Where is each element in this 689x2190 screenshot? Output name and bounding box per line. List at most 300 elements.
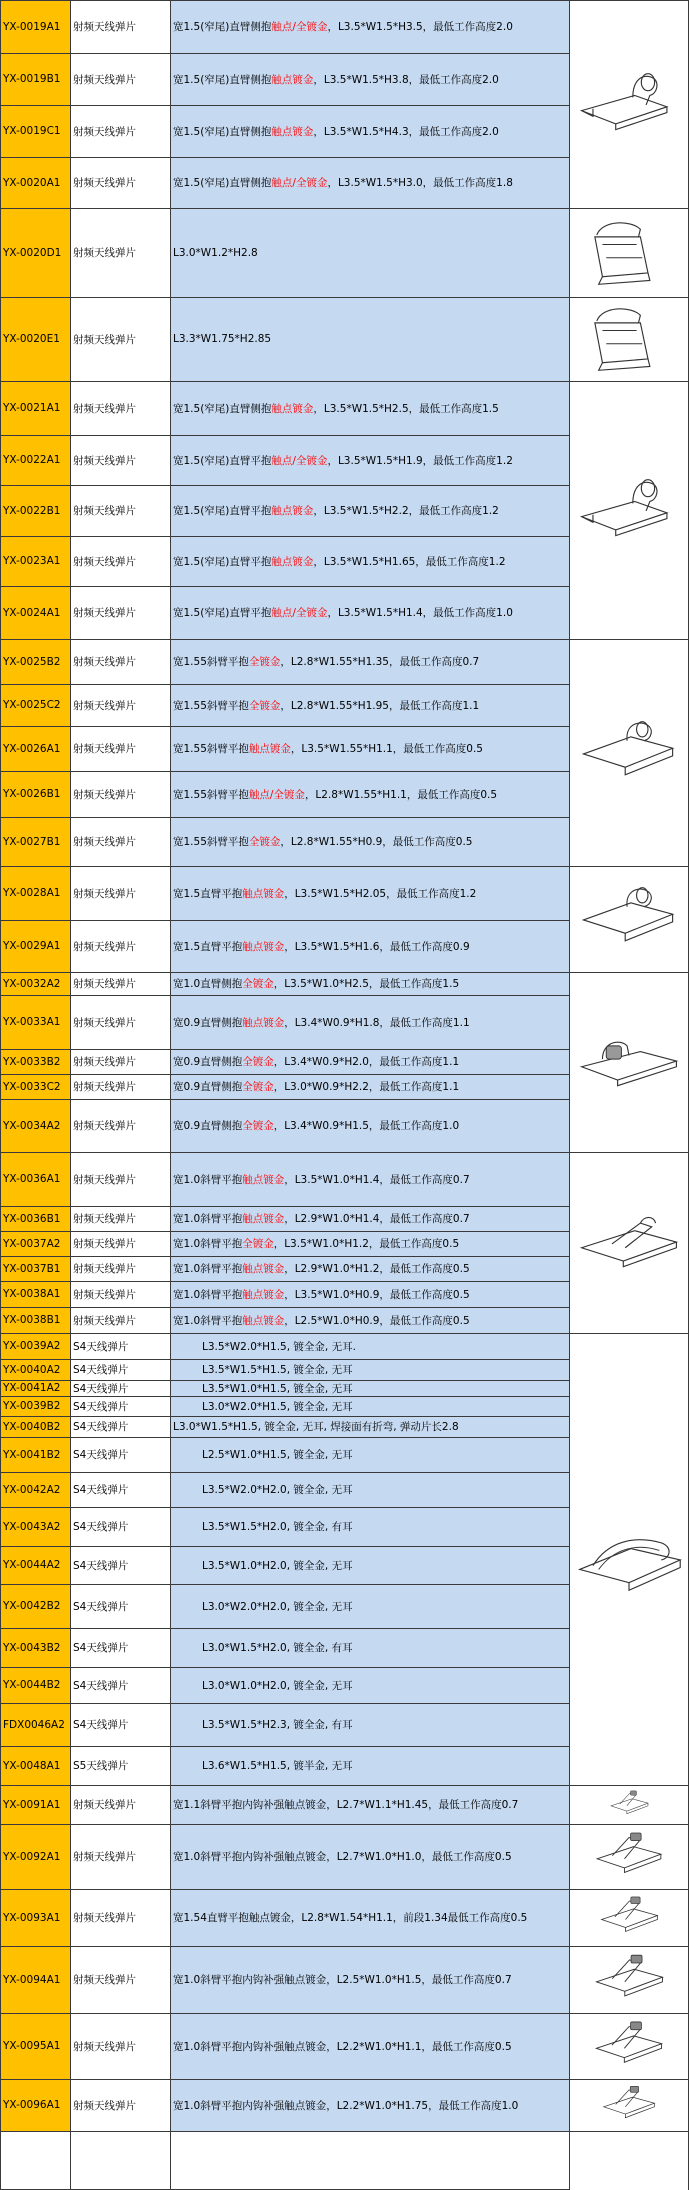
part-code-cell[interactable] [0,297,70,381]
grid-line [0,1281,569,1282]
part-name: S4天线弹片 [73,1642,129,1654]
spec-text: 宽1.5(窄尾)直臂平抱 [173,555,272,568]
spec-text: L3.0*W2.0*H1.5, 镀全金, 无耳 [202,1400,353,1413]
grid-line [0,1507,569,1508]
part-code: YX-0039B2 [3,1400,61,1412]
part-spec-cell [170,1256,569,1281]
spec-text: ，L2.9*W1.0*H1.2，最低工作高度0.5 [284,1263,470,1275]
part-code-cell[interactable] [0,1231,70,1256]
grid-line [0,2079,569,2080]
part-spec-cell [170,1307,569,1333]
part-name-cell [70,1546,170,1584]
grid-line [0,297,569,298]
spec-text: 宽1.55斜臂平抱 [173,699,249,712]
part-code: YX-0028A1 [3,887,61,899]
part-spec-cell [170,1281,569,1307]
part-code: YX-0020D1 [3,246,62,259]
part-spec-cell [170,485,569,536]
part-name: 射频天线弹片 [73,505,136,517]
grid-line [0,1546,569,1547]
grid-line [0,920,569,921]
part-name: 射频天线弹片 [73,21,136,33]
part-name: 射频天线弹片 [73,1081,136,1093]
part-code-cell[interactable] [0,771,70,817]
part-name-cell [70,1746,170,1785]
hook-clip-icon [584,1948,675,2011]
part-name: 射频天线弹片 [73,1238,136,1250]
part-code: YX-0022A1 [3,454,61,466]
angled-clip-icon [574,1203,684,1283]
part-code: YX-0034A2 [3,1119,61,1132]
grid-line [0,2131,569,2132]
part-code-cell[interactable] [0,1281,70,1307]
part-code: YX-0040A2 [3,1363,61,1376]
part-code-cell[interactable] [0,1416,70,1437]
spec-text: ，L3.5*W1.5*H1.65，最低工作高度1.2 [313,555,506,568]
part-code-cell[interactable] [0,817,70,866]
grid-line [0,1416,569,1417]
spec-text: 宽1.5直臂平抱 [173,887,243,900]
part-code: YX-0025C2 [3,699,61,711]
spec-text: 宽1.0斜臂平抱内钩补强触点镀金，L2.2*W1.0*H1.1，最低工作高度0.5 [173,2040,512,2053]
part-code-cell[interactable] [0,0,70,53]
part-code: YX-0026A1 [3,742,61,755]
part-name: 射频天线弹片 [73,607,136,619]
spec-highlight: 触点镀金 [271,125,314,138]
part-code-cell[interactable] [0,1380,70,1396]
part-code: YX-0037A2 [3,1237,61,1250]
spec-text: L3.3*W1.75*H2.85 [173,333,272,345]
part-spec-cell [170,1231,569,1256]
hook-clip-icon [585,1826,673,1887]
part-code-cell[interactable] [0,1667,70,1703]
spec-text: 宽1.0斜臂平抱 [173,1173,243,1186]
part-code-cell[interactable] [0,1584,70,1628]
part-name-cell [70,1049,170,1074]
part-code: YX-0043B2 [3,1641,61,1654]
part-name-cell [70,817,170,866]
part-name: 射频天线弹片 [73,2040,136,2053]
spec-text: 宽1.5(窄尾)直臂侧抱 [173,21,272,33]
grid-line [0,1049,569,1050]
part-name: 射频天线弹片 [73,1056,136,1068]
spec-highlight: 触点镀金 [248,743,291,755]
part-code-cell[interactable] [0,1396,70,1416]
part-spec-cell [170,995,569,1049]
product-image-cell [569,972,689,1152]
part-name-cell [70,866,170,920]
grid-line [0,1703,569,1704]
spec-highlight: 触点镀金 [271,402,314,415]
part-code: YX-0095A1 [3,2040,61,2052]
grid-line [0,972,569,973]
part-spec-cell [170,53,569,105]
part-name: 射频天线弹片 [73,1213,136,1225]
grid-line [569,2013,689,2014]
part-spec-cell [170,639,569,684]
grid-line [0,2013,569,2014]
part-spec-cell [170,1049,569,1074]
grid-line [0,536,569,537]
part-code: YX-0026B1 [3,788,61,800]
spec-text: ，L3.5*W1.5*H2.5，最低工作高度1.5 [313,402,499,415]
grid-line [0,1628,569,1629]
part-name-cell [70,2013,170,2079]
part-code-cell[interactable] [0,1785,70,1824]
part-name: 射频天线弹片 [73,333,136,346]
part-spec-cell [170,2013,569,2079]
part-code: YX-0092A1 [3,1850,61,1863]
grid-line [0,1256,569,1257]
part-name: 射频天线弹片 [73,177,136,189]
part-name-cell [70,105,170,157]
part-code-cell[interactable] [0,1889,70,1946]
s4-clip-icon [574,1519,684,1599]
part-code-cell[interactable] [0,53,70,105]
spec-text: 宽1.55斜臂平抱 [173,656,249,668]
part-name-cell [70,1206,170,1231]
grid-line [569,2131,689,2132]
spec-highlight: 触点/全镀金 [271,21,328,33]
spec-text: 宽1.55斜臂平抱 [173,788,249,801]
grid-line [0,1307,569,1308]
spec-highlight: 全镀金 [242,1056,274,1068]
spec-text: 宽0.9直臂侧抱 [173,1056,243,1068]
grid-line [0,1359,569,1360]
part-code-cell[interactable] [0,920,70,972]
spec-text: ，L3.5*W1.0*H2.5，最低工作高度1.5 [273,978,460,990]
spec-highlight: 全镀金 [248,836,281,848]
part-code: YX-0027B1 [3,835,61,848]
part-spec-cell [170,1206,569,1231]
spec-highlight: 触点镀金 [242,1173,285,1186]
part-name: 射频天线弹片 [73,940,136,953]
flat-clip-icon [574,713,684,793]
part-name: 射频天线弹片 [73,1120,136,1132]
part-name-cell [70,208,170,297]
grid-line [0,1231,569,1232]
part-name: 射频天线弹片 [73,454,136,467]
part-name: 射频天线弹片 [73,2099,136,2112]
part-spec-cell [170,1785,569,1824]
part-name: 射频天线弹片 [73,1851,136,1863]
grid-line [569,1889,689,1890]
spec-text: ，L3.5*W1.5*H3.0，最低工作高度1.8 [327,177,513,189]
part-spec-cell [170,1074,569,1099]
part-name: 射频天线弹片 [73,555,136,568]
part-code-cell[interactable] [0,485,70,536]
part-code: YX-0041A2 [3,1382,61,1394]
spec-text: 宽1.5(窄尾)直臂平抱 [173,607,272,619]
part-spec-cell [170,381,569,435]
part-spec-cell [170,920,569,972]
grid-line [0,1099,569,1100]
product-image-cell [569,1333,689,1785]
grid-line [0,995,569,996]
spec-text: L3.0*W1.0*H2.0, 镀全金, 无耳 [202,1679,353,1692]
spec-text: ，L3.5*W1.5*H1.9，最低工作高度1.2 [327,454,513,467]
part-code-cell[interactable] [0,684,70,726]
part-name: S4天线弹片 [73,1679,129,1692]
grid-line [569,2079,689,2080]
part-name-cell [70,1472,170,1507]
part-name-cell [70,2079,170,2131]
part-name-cell [70,1584,170,1628]
part-code-cell[interactable] [0,1546,70,1584]
product-image-cell [569,297,689,381]
part-name: 射频天线弹片 [73,1173,136,1186]
tall-clip-icon [574,64,684,144]
spec-text: ，L2.9*W1.0*H1.4，最低工作高度0.7 [284,1213,470,1225]
spec-text: 宽1.5(窄尾)直臂侧抱 [173,73,272,86]
part-code: YX-0032A2 [3,977,61,990]
grid-line [0,1584,569,1585]
spec-text: 宽1.0斜臂平抱内钩补强触点镀金，L2.7*W1.0*H1.0，最低工作高度0.5 [173,1851,512,1863]
grid-line [569,1785,689,1786]
grid-line [569,0,689,1]
part-name: 射频天线弹片 [73,1263,136,1275]
part-spec-cell [170,1472,569,1507]
spec-text: ，L2.8*W1.55*H0.9，最低工作高度0.5 [280,836,473,848]
part-name-cell [70,972,170,995]
part-name-cell [70,726,170,771]
spec-text: 宽1.5(窄尾)直臂平抱 [173,454,272,467]
part-name: 射频天线弹片 [73,125,136,138]
spec-text: ，L3.5*W1.5*H1.4，最低工作高度1.0 [327,607,513,619]
part-code-cell[interactable] [0,1472,70,1507]
part-name: 射频天线弹片 [73,1974,136,1986]
product-image-cell [569,639,689,866]
part-name: S5天线弹片 [73,1760,129,1772]
part-code: YX-0042B2 [3,1600,61,1612]
small-clip-icon [574,299,684,379]
spec-text: L3.0*W1.5*H1.5, 镀全金, 无耳, 焊接面有折弯, 弹动片长2.8 [173,1421,459,1433]
part-code: YX-0033C2 [3,1080,61,1093]
part-name-cell [70,53,170,105]
part-name-cell [70,297,170,381]
spec-text: ，L3.5*W1.55*H1.1，最低工作高度0.5 [290,743,483,755]
grid-line [0,1206,569,1207]
part-spec-cell [170,1152,569,1206]
grid-line [0,866,569,867]
part-code-cell[interactable] [0,1074,70,1099]
part-code-cell[interactable] [0,1746,70,1785]
part-name: S4天线弹片 [73,1421,129,1433]
part-code-cell[interactable] [0,1206,70,1231]
part-code-cell[interactable] [0,435,70,485]
grid-line [569,1824,689,1825]
spec-text: ，L3.5*W1.5*H2.05，最低工作高度1.2 [284,887,477,900]
part-name: S4天线弹片 [73,1364,129,1376]
part-name-cell [70,920,170,972]
product-image-cell [569,1152,689,1333]
grid-line [0,1380,569,1381]
spec-text: 宽1.55斜臂平抱 [173,836,249,848]
part-name-cell [70,1703,170,1746]
spec-text: ，L3.5*W1.5*H2.2，最低工作高度1.2 [313,505,499,517]
grid-line [569,1946,689,1947]
part-code-cell[interactable] [0,1703,70,1746]
part-spec-cell [170,297,569,381]
part-name-cell [70,1099,170,1152]
part-code-cell[interactable] [0,726,70,771]
part-code-cell[interactable] [0,1256,70,1281]
tall-clip-icon [574,470,684,550]
part-code: YX-0094A1 [3,1973,61,1986]
part-spec-cell [170,208,569,297]
spec-highlight: 全镀金 [242,1081,274,1093]
spec-text: ，L3.5*W1.5*H4.3，最低工作高度2.0 [313,125,499,138]
part-name: S4天线弹片 [73,1400,129,1413]
part-code-cell[interactable] [0,1099,70,1152]
small-clip-icon [574,213,684,293]
part-code: YX-0041B2 [3,1448,61,1461]
part-spec-cell [170,866,569,920]
spec-highlight: 触点镀金 [271,555,314,568]
part-spec-cell [170,586,569,639]
spec-highlight: 触点镀金 [271,505,314,517]
grid-line [569,381,689,382]
product-image-cell [569,2079,689,2131]
part-code: FDX0046A2 [3,1718,65,1731]
part-code: YX-0037B1 [3,1262,61,1275]
part-code: YX-0040B2 [3,1420,61,1433]
part-code: YX-0033B2 [3,1055,61,1068]
part-code-cell[interactable] [0,995,70,1049]
part-code: YX-0025B2 [3,655,61,668]
part-code-cell[interactable] [0,1628,70,1667]
part-name-cell [70,485,170,536]
grid-line [0,435,569,436]
part-code-cell[interactable] [0,1946,70,2013]
part-spec-cell [170,157,569,208]
part-spec-cell [170,2079,569,2131]
spec-text: 宽0.9直臂侧抱 [173,1120,243,1132]
part-code-cell[interactable] [0,972,70,995]
spec-text: 宽1.5(窄尾)直臂平抱 [173,505,272,517]
spec-text: ，L2.8*W1.55*H1.95，最低工作高度1.1 [280,699,480,712]
spec-highlight: 触点/全镀金 [271,454,328,467]
part-spec-cell [170,1359,569,1380]
grid-line [0,105,569,106]
part-name: 射频天线弹片 [73,1799,136,1811]
product-image-cell [569,866,689,972]
part-code: YX-0019A1 [3,20,61,33]
spec-text: 宽1.54直臂平抱触点镀金，L2.8*W1.54*H1.1，前段1.34最低工作高度0.5 [173,1912,528,1924]
part-code-cell[interactable] [0,1507,70,1546]
part-name-cell [70,995,170,1049]
part-code-cell[interactable] [0,1359,70,1380]
grid-line [0,1889,569,1890]
part-name-cell [70,0,170,53]
part-code-cell[interactable] [0,381,70,435]
spec-highlight: 全镀金 [242,1120,274,1132]
grid-line [0,586,569,587]
spec-text: 宽1.55斜臂平抱 [173,743,249,755]
part-spec-cell [170,771,569,817]
part-spec-cell [170,1507,569,1546]
part-code-cell[interactable] [0,586,70,639]
part-code-cell[interactable] [0,866,70,920]
part-code-cell[interactable] [0,2079,70,2131]
product-image-cell [569,1824,689,1889]
spec-text: 宽1.5直臂平抱 [173,940,243,953]
part-code-cell[interactable] [0,157,70,208]
part-name-cell [70,1380,170,1396]
grid-line [0,208,569,209]
part-name-cell [70,639,170,684]
grid-line [0,817,569,818]
spec-text: ，L3.5*W1.0*H0.9，最低工作高度0.5 [284,1288,470,1301]
spec-highlight: 触点镀金 [242,1016,285,1029]
grid-line [569,972,689,973]
part-spec-cell [170,684,569,726]
spec-highlight: 触点/全镀金 [271,177,328,189]
part-spec-cell [170,435,569,485]
part-code-cell[interactable] [0,536,70,586]
part-name-cell [70,1396,170,1416]
part-code-cell[interactable] [0,639,70,684]
part-name: 射频天线弹片 [73,1314,136,1327]
part-code: YX-0091A1 [3,1798,61,1811]
part-code-cell[interactable] [0,105,70,157]
spec-highlight: 全镀金 [248,699,281,712]
spec-text: ，L3.0*W0.9*H2.2，最低工作高度1.1 [273,1081,460,1093]
spec-text: 宽1.0斜臂平抱 [173,1288,243,1301]
grid-line [569,297,689,298]
part-code-cell[interactable] [0,2013,70,2079]
part-name: 射频天线弹片 [73,743,136,755]
grid-line [0,1785,569,1786]
part-code-cell[interactable] [0,1333,70,1359]
grid-line [0,53,569,54]
grid-line [0,639,569,640]
part-code-cell[interactable] [0,1307,70,1333]
part-code-cell[interactable] [0,1824,70,1889]
spec-text: ，L3.5*W1.5*H3.5，最低工作高度2.0 [327,21,513,33]
part-name: 射频天线弹片 [73,402,136,415]
part-code-cell[interactable] [0,1437,70,1472]
part-name: S4天线弹片 [73,1600,129,1613]
product-image-cell [569,208,689,297]
spec-highlight: 触点/全镀金 [248,788,305,801]
part-name-cell [70,1628,170,1667]
product-image-cell [569,2013,689,2079]
part-name-cell [70,1074,170,1099]
part-name: 射频天线弹片 [73,73,136,86]
part-name-cell [70,1359,170,1380]
part-name: 射频天线弹片 [73,1288,136,1301]
grid-line [0,1074,569,1075]
part-code: YX-0033A1 [3,1016,61,1028]
part-code-cell[interactable] [0,208,70,297]
part-name-cell [70,1307,170,1333]
spec-highlight: 触点镀金 [242,1263,285,1275]
spec-text: ，L3.4*W0.9*H1.5，最低工作高度1.0 [273,1120,460,1132]
hook-clip-icon [584,2015,674,2077]
spec-text: ，L3.4*W0.9*H2.0，最低工作高度1.1 [273,1056,460,1068]
grid-line [0,1396,569,1397]
part-code-cell[interactable] [0,1152,70,1206]
part-spec-cell [170,972,569,995]
grid-line [170,0,171,2190]
part-code-cell[interactable] [0,1049,70,1074]
hook-clip-icon [594,2081,664,2129]
spec-text: 宽1.5(窄尾)直臂侧抱 [173,402,272,415]
part-name-cell [70,771,170,817]
part-spec-cell [170,536,569,586]
part-spec-cell [170,1416,569,1437]
